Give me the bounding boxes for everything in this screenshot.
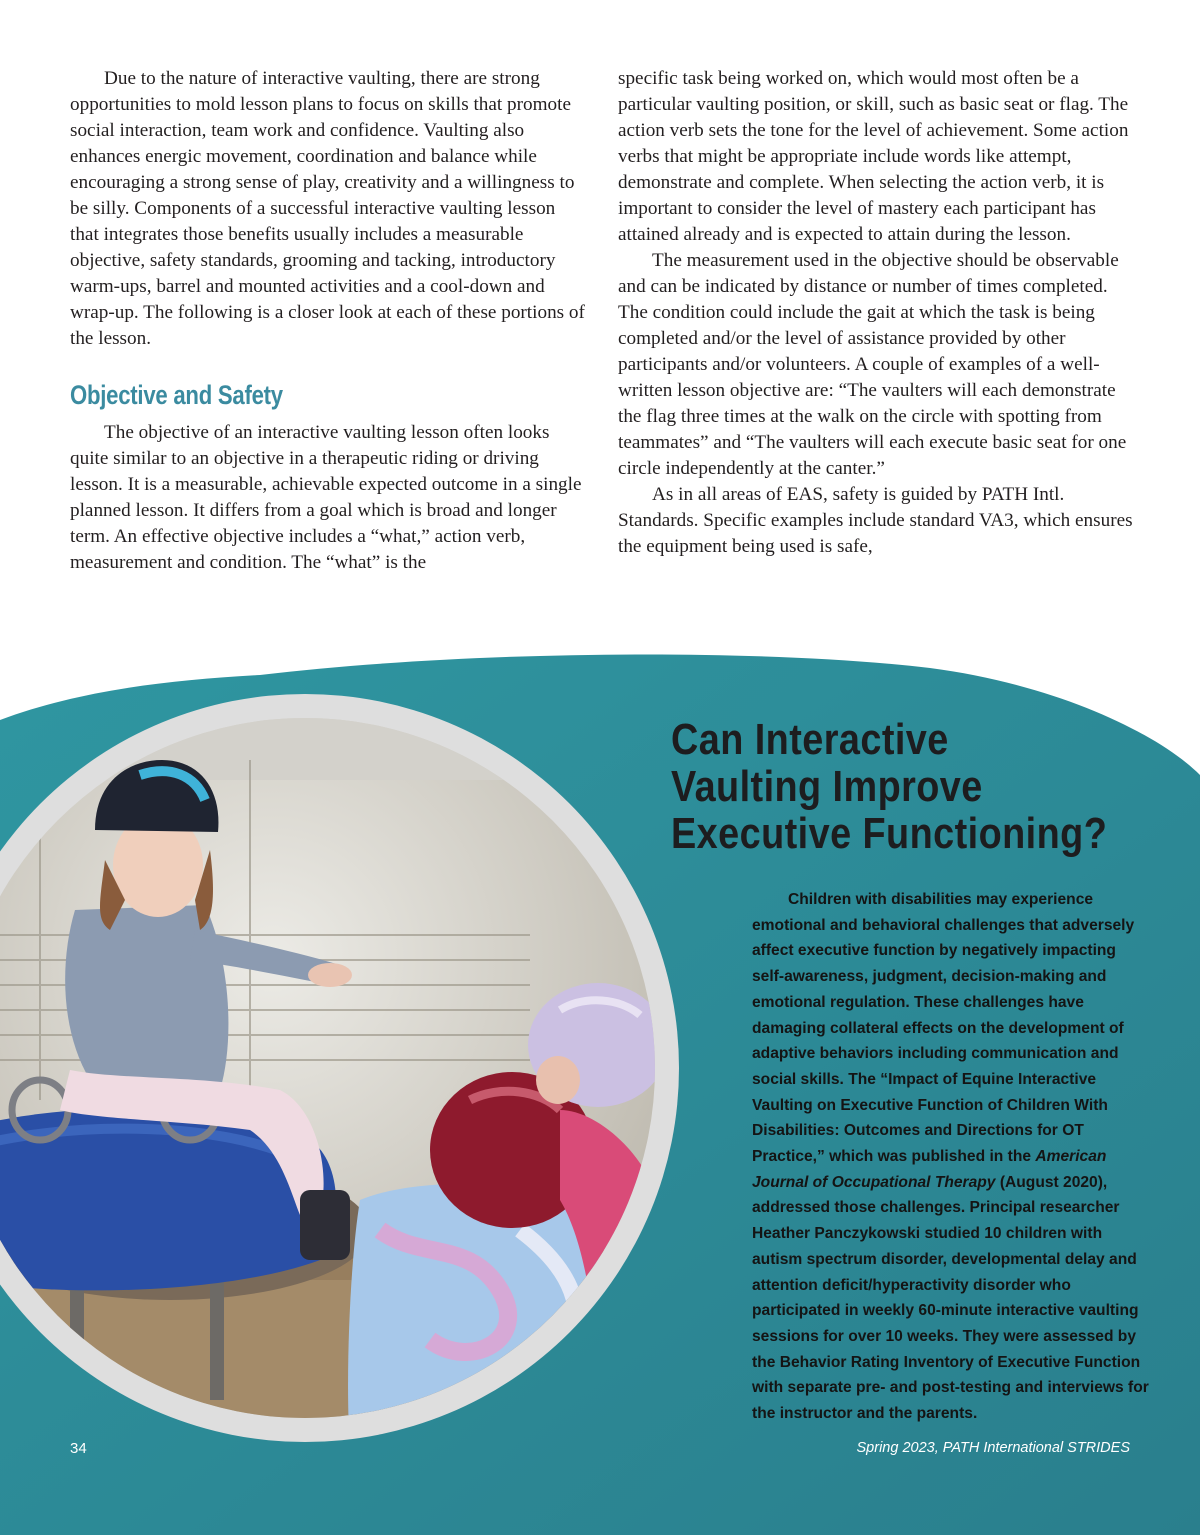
sidebar-title [671,716,1118,857]
sidebar-text: Children with disabilities may experience emotional and behavioral challenges that adversely affect executive function by negatively impacting self-awareness, judgment, decision-making and emotional regulation. These challenges have damaging collateral effects on the development of adaptive behaviors including communication and social skills. The “Impact of Equine Interactive Vaulting on Executive Function of Children With Disabilities: Outcomes and Directions for OT Practice,” which was published in the [752,891,1135,1166]
section-heading: Objective and Safety [70,380,283,410]
article-paragraph: specific task being worked on, which would most often be a particular vaulting position, or skill, such as basic seat or flag. The action verb sets the tone for the level of achievement. Some action verbs that might be appropriate include words like attempt, demonstrate and complete. When selecting the action verb, it is important to consider the level of mastery each participant has attained already and is expected to attain during the lesson. [618,68,1129,245]
sidebar-body [752,887,1152,1427]
article-paragraph: Due to the nature of interactive vaulting, there are strong opportunities to mold lesson plans to focus on skills that promote social interaction, team work and confidence. Vaulting also enhances energic movement, coordination and balance while encouraging a strong sense of play, creativity and a willingness to be silly. Components of a successful interactive vaulting lesson that integrates those benefits usually includes a measurable objective, safety standards, grooming and tacking, introductory warm-ups, barrel and mounted activities and a cool-down and wrap-up. The following is a closer look at each of these portions of the lesson. [70,68,585,349]
article-left-column [70,66,586,576]
journal-title: American Journal of Occupational Therapy [752,1148,1107,1191]
sidebar-title-line: Can Interactive [671,715,949,764]
article-paragraph: The measurement used in the objective should be observable and can be indicated by distance or number of times completed. The condition could include the gait at which the task is being completed and/or the level of assistance provided by other participants and/or volunteers. A couple of examples of a well-written lesson objective are: “The vaulters will each demonstrate the flag three times at the walk on the circle with spotting from teammates” and “The vaulters will each execute basic seat for one circle independently at the canter.” [618,250,1127,479]
article-paragraph: As in all areas of EAS, safety is guided by PATH Intl. Standards. Specific examples include standard VA3, which ensures the equipment being used is safe, [618,484,1133,557]
article-paragraph: The objective of an interactive vaulting lesson often looks quite similar to an objective in a therapeutic riding or driving lesson. It is a measurable, achievable expected outcome in a single planned lesson. It differs from a goal which is broad and longer term. An effective objective includes a “what,” action verb, measurement and condition. The “what” is the [70,422,582,573]
sidebar-title-line: Vaulting Improve [671,762,983,811]
article-right-column [618,66,1134,560]
sidebar-text: (August 2020), addressed those challenges. Principal researcher Heather Panczykowski studied 10 children with autism spectrum disorder, developmental delay and attention deficit/hyperactivity disorder who participated in weekly 60-minute interactive vaulting sessions for over 10 weeks. They were assessed by the Behavior Rating Inventory of Executive Function with separate pre- and post-testing and interviews for the instructor and the parents. [752,1173,1149,1423]
sidebar-paragraph [752,887,1152,1427]
page-number: 34 [70,1440,87,1457]
footer-credit: Spring 2023, PATH International STRIDES [856,1440,1130,1456]
sidebar-title-line: Executive Functioning? [671,809,1108,858]
